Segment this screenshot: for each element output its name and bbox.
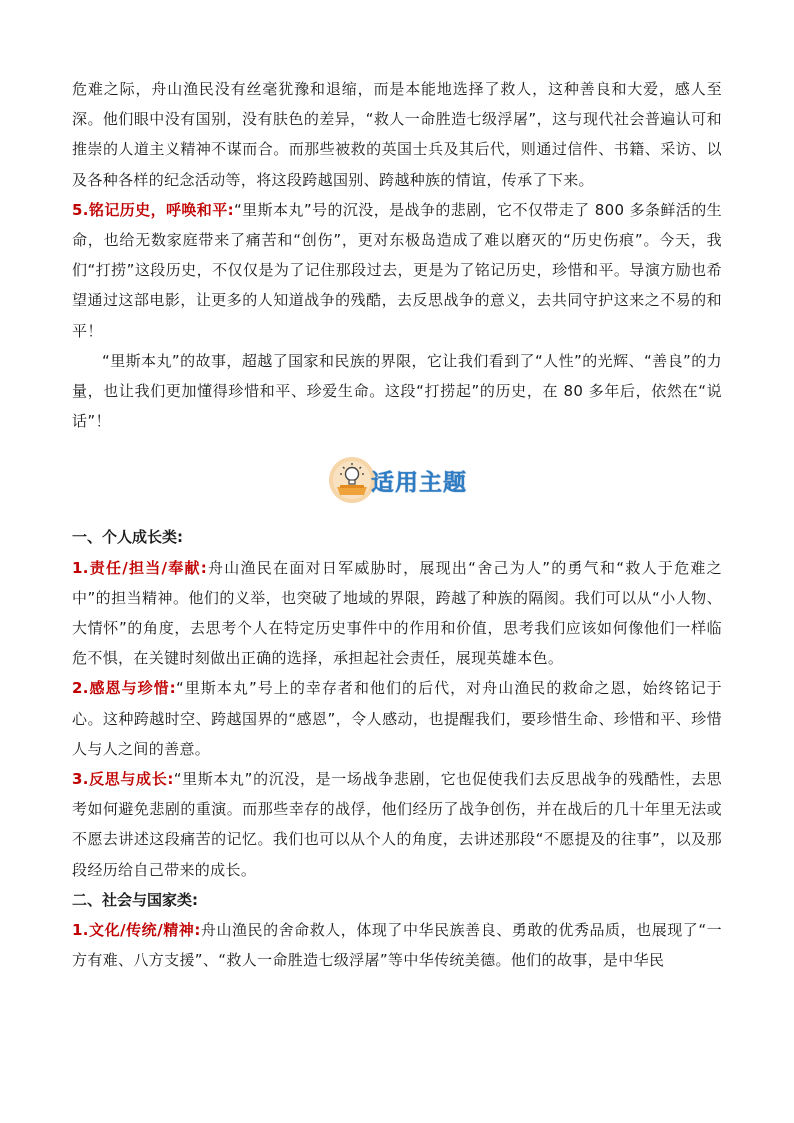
item-label: 1.责任/担当/奉献: — [72, 558, 208, 577]
intro-paragraph: 危难之际，舟山渔民没有丝毫犹豫和退缩，而是本能地选择了救人，这种善良和大爱，感人至深。他们眼中没有国别，没有肤色的差异，“救人一命胜造七级浮屠”，这与现代社会普遍认可和推崇的人道主义精神不谋而合。而那些被救的英国士兵及其后代，则通过信件、书籍、采访、以及各种各样的纪念活动等，将这段跨越国别、跨越种族的情谊，传承了下来。 — [72, 80, 722, 189]
section-2-item-1 — [72, 915, 722, 975]
item-text: 舟山渔民在面对日军威胁时，展现出“舍己为人”的勇气和“救人于危难之中”的担当精神。他们的义举，也突破了地域的界限，跨越了种族的隔阂。我们可以从“小人物、大情怀”的角度，去思考个人在特定历史事件中的作用和价值，思考我们应该如何像他们一样临危不惧，在关键时刻做出正确的选择，承担起社会责任，展现英雄本色。 — [72, 558, 722, 668]
item-text: 舟山渔民的舍命救人，体现了中华民族善良、勇敢的优秀品质，也展现了“一方有难、八方支援”、“救人一命胜造七级浮屠”等中华传统美德。他们的故事，是中华民 — [72, 921, 722, 970]
section-banner — [72, 444, 722, 516]
item-text: “里斯本丸”号上的幸存者和他们的后代，对舟山渔民的救命之恩，始终铭记于心。这种跨越时空、跨越国界的“感恩”，令人感动，也提醒我们，要珍惜生命、珍惜和平、珍惜人与人之间的善意。 — [72, 679, 723, 758]
conclusion-paragraph: “里斯本丸”的故事，超越了国家和民族的界限，它让我们看到了“人性”的光辉、“善良”的力量，也让我们更加懂得珍惜和平、珍爱生命。这段“打捞起”的历史，在 80 多年后，依然在“说话”！ — [72, 351, 722, 431]
section-1-item-3 — [72, 764, 722, 885]
point-5-paragraph — [72, 195, 722, 346]
item-label: 2.感恩与珍惜: — [72, 679, 177, 698]
banner-title: 适用主题 — [371, 469, 467, 496]
lightbulb-icon — [327, 455, 377, 505]
section-1-item-2 — [72, 673, 722, 764]
point-5-text: “里斯本丸”号的沉没，是战争的悲剧，它不仅带走了 800 多条鲜活的生命，也给无数家庭带来了痛苦和“创伤”，更对东极岛造成了难以磨灭的“历史伤痕”。今天，我们“打捞”这段历史，不仅仅是为了记住那段过去，更是为了铭记历史，珍惜和平。导演方励也希望通过这部电影，让更多的人知道战争的残酷，去反思战争的意义，去共同守护这来之不易的和平！ — [72, 200, 722, 340]
item-text: “里斯本丸”的沉没，是一场战争悲剧，它也促使我们去反思战争的残酷性，去思考如何避免悲剧的重演。而那些幸存的战俘，他们经历了战争创伤，并在战后的几十年里无法或不愿去讲述这段痛苦的记忆。我们也可以从个人的角度，去讲述那段“不愿提及的往事”，以及那段经历给自己带来的成长。 — [72, 770, 722, 879]
item-label: 1.文化/传统/精神: — [72, 921, 201, 940]
section-1-item-1 — [72, 553, 722, 674]
point-5-label: 5.铭记历史，呼唤和平: — [72, 200, 234, 219]
section-1-heading: 一、个人成长类: — [72, 528, 183, 547]
document-page — [72, 74, 722, 975]
section-2-heading: 二、社会与国家类: — [72, 890, 198, 909]
item-label: 3.反思与成长: — [72, 770, 174, 789]
